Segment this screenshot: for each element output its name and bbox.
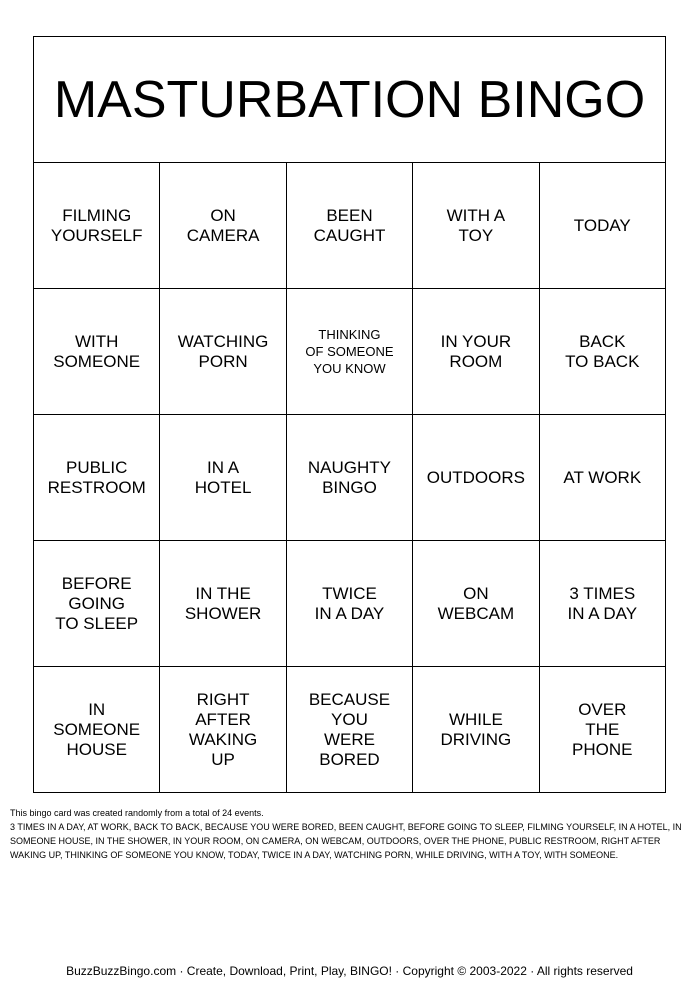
square-text: TODAY — [573, 215, 631, 235]
square-text: WITH A TOY — [446, 205, 506, 245]
square-text: OUTDOORS — [426, 467, 525, 487]
square-text: ON WEBCAM — [437, 583, 515, 623]
square-text: BEEN CAUGHT — [313, 205, 386, 245]
square-text: OVER THE PHONE — [572, 699, 633, 759]
bingo-square — [34, 667, 160, 793]
square-text: 3 TIMES IN A DAY — [567, 583, 638, 623]
square-text: FILMING YOURSELF — [50, 205, 143, 245]
square-text: IN SOMEONE HOUSE — [53, 699, 141, 759]
bingo-square — [413, 163, 539, 289]
bingo-square — [286, 289, 412, 415]
square-text: IN A HOTEL — [194, 457, 252, 497]
square-text: PUBLIC RESTROOM — [47, 457, 146, 497]
square-text: WATCHING PORN — [177, 331, 269, 371]
event-count-note: This bingo card was created randomly from a total of 24 events. — [10, 808, 264, 818]
square-text: BEFORE GOING TO SLEEP — [55, 573, 139, 633]
bingo-row-3 — [34, 415, 666, 541]
bingo-square — [539, 289, 665, 415]
site-footer: BuzzBuzzBingo.com · Create, Download, Print, Play, BINGO! · Copyright © 2003-2022 · All rights reserved — [66, 964, 633, 978]
bingo-square — [539, 163, 665, 289]
square-text: WITH SOMEONE — [53, 331, 141, 371]
bingo-square — [34, 541, 160, 667]
free-square — [286, 415, 412, 541]
bingo-square — [413, 289, 539, 415]
square-text: TWICE IN A DAY — [314, 583, 385, 623]
bingo-card — [33, 36, 666, 793]
title-row — [34, 37, 666, 163]
square-text: RIGHT AFTER WAKING UP — [188, 689, 258, 769]
bingo-square — [34, 289, 160, 415]
bingo-square — [286, 163, 412, 289]
bingo-square — [160, 541, 286, 667]
bingo-square — [34, 163, 160, 289]
square-text: WHILE DRIVING — [440, 709, 512, 749]
bingo-square — [539, 415, 665, 541]
bingo-square — [539, 667, 665, 793]
bingo-square — [413, 541, 539, 667]
bingo-row-2 — [34, 289, 666, 415]
bingo-square — [413, 667, 539, 793]
bingo-square — [160, 289, 286, 415]
bingo-square — [160, 163, 286, 289]
bingo-square — [34, 415, 160, 541]
bingo-square — [160, 667, 286, 793]
square-text: AT WORK — [563, 467, 642, 487]
square-text: BECAUSE YOU WERE BORED — [308, 689, 391, 769]
square-text: BACK TO BACK — [565, 331, 640, 371]
bingo-square — [160, 415, 286, 541]
bingo-square — [286, 667, 412, 793]
bingo-square — [286, 541, 412, 667]
square-text: IN YOUR ROOM — [440, 331, 512, 371]
bingo-square — [413, 415, 539, 541]
card-info — [10, 806, 690, 862]
square-text: ON CAMERA — [186, 205, 260, 245]
card-title: MASTURBATION BINGO — [34, 37, 666, 163]
bingo-row-4 — [34, 541, 666, 667]
square-text: THINKING OF SOMEONE YOU KNOW — [305, 327, 394, 376]
bingo-square — [539, 541, 665, 667]
square-text: IN THE SHOWER — [184, 583, 262, 623]
square-text: NAUGHTY BINGO — [307, 457, 392, 497]
bingo-row-5 — [34, 667, 666, 793]
bingo-row-1 — [34, 163, 666, 289]
event-list: 3 TIMES IN A DAY, AT WORK, BACK TO BACK, BECAUSE YOU WERE BORED, BEEN CAUGHT, BEFORE GOING TO SLEEP, FILMING YOURSELF, IN A HOTEL, IN SOMEONE HOUSE, IN THE SHOWER, IN YOUR ROOM, ON CAMERA, ON WEBCAM, OUTDOORS, OVER THE PHONE, PUBLIC RESTROOM, RIGHT AFTER WAKING UP, THINKING OF SOMEONE YOU KNOW, TODAY, TWICE IN A DAY, WATCHING PORN, WHILE DRIVING, WITH A TOY, WITH SOMEONE. — [10, 822, 682, 860]
